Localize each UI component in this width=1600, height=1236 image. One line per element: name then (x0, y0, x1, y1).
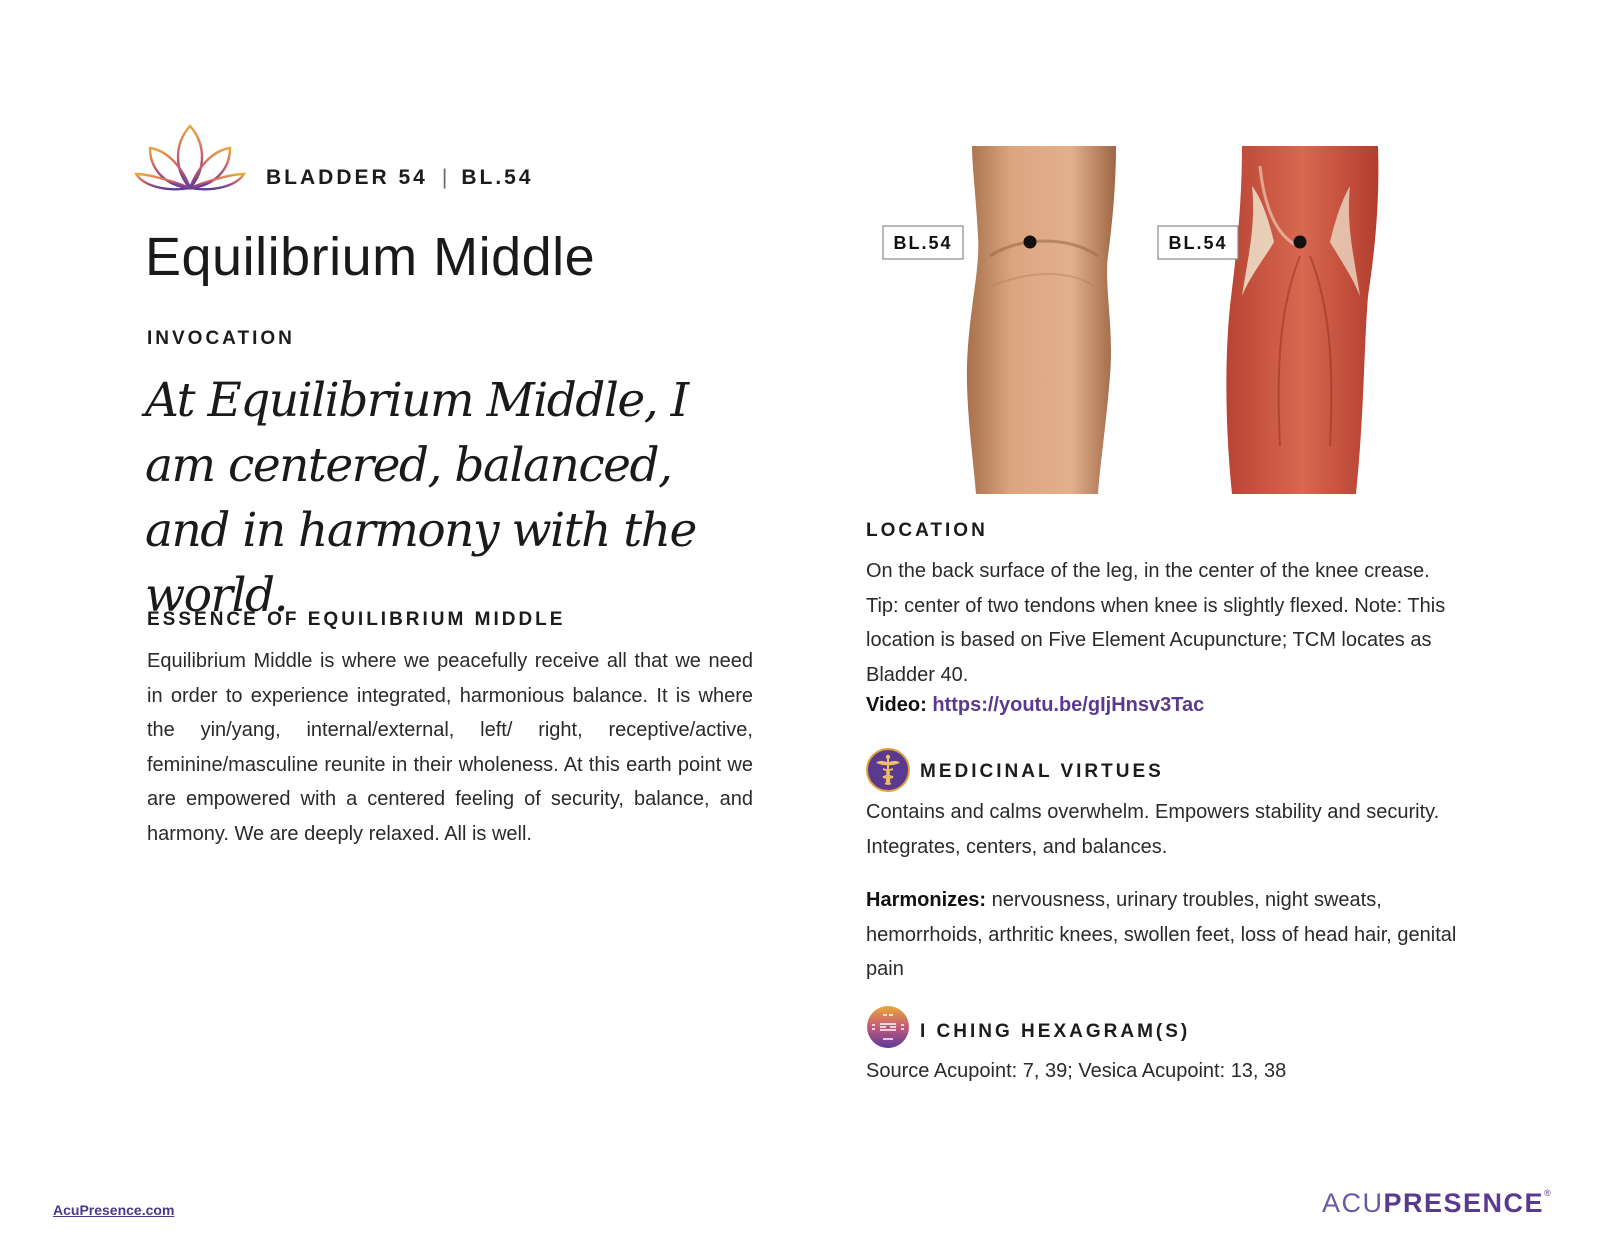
harmonizes-text (866, 883, 1476, 987)
heading-separator: | (441, 166, 448, 189)
iching-label: I CHING HEXAGRAM(S) (920, 1021, 1191, 1042)
point-name: BLADDER 54 (266, 166, 428, 189)
video-label: Video: (866, 694, 927, 716)
right-point-tag-text: BL.54 (1168, 233, 1228, 253)
caduceus-icon (866, 748, 910, 792)
right-acupoint-marker (1294, 236, 1307, 249)
footer-website-link[interactable]: AcuPresence.com (53, 1202, 175, 1218)
harmonizes-list: nervousness, urinary troubles, night sweats, hemorrhoids, arthritic knees, swollen feet, loss of head hair, genital pain (866, 889, 1457, 980)
video-line (866, 694, 1204, 717)
harmonizes-label: Harmonizes: (866, 889, 987, 911)
left-acupoint-marker (1024, 236, 1037, 249)
point-code-heading (266, 166, 534, 190)
iching-text: Source Acupoint: 7, 39; Vesica Acupoint: 13, 38 (866, 1060, 1287, 1082)
muscle-leg-view (1226, 146, 1378, 494)
skin-leg-view (967, 146, 1116, 494)
brand-prefix: ACU (1322, 1188, 1384, 1218)
brand-name: PRESENCE (1383, 1188, 1545, 1218)
essence-label: ESSENCE OF EQUILIBRIUM MIDDLE (147, 609, 566, 630)
location-label: LOCATION (866, 520, 988, 541)
virtues-label: MEDICINAL VIRTUES (920, 761, 1164, 782)
lotus-logo-icon (134, 122, 246, 196)
left-point-tag (883, 226, 963, 259)
point-code: BL.54 (461, 166, 534, 189)
invocation-label: INVOCATION (147, 328, 295, 349)
registered-mark: ® (1544, 1188, 1553, 1198)
left-point-tag-text: BL.54 (893, 233, 953, 253)
right-point-tag (1158, 226, 1238, 259)
page-title: Equilibrium Middle (145, 227, 596, 287)
knee-anatomy-illustration (880, 146, 1392, 494)
hexagram-icon (866, 1005, 910, 1049)
virtues-text: Contains and calms overwhelm. Empowers stability and security. Integrates, centers, and balances. (866, 801, 1440, 858)
invocation-text: At Equilibrium Middle, I am centered, balanced, and in harmony with the world. (145, 373, 696, 623)
brand-logo (1322, 1188, 1552, 1219)
video-link[interactable]: https://youtu.be/gIjHnsv3Tac (932, 694, 1205, 716)
location-text: On the back surface of the leg, in the center of the knee crease. Tip: center of two tendons when knee is slightly flexed. Note: This location is based on Five Element Acupuncture; TCM locates as Bladder 40. (866, 560, 1446, 686)
essence-text: Equilibrium Middle is where we peacefully receive all that we need in order to experience integrated, harmonious balance. It is where the yin/yang, internal/external, left/ right, receptive/active, feminine/masculine reunite in their wholeness. At this earth point we are empowered with a centered feeling of security, balance, and harmony. We are deeply relaxed. All is well. (147, 650, 753, 845)
